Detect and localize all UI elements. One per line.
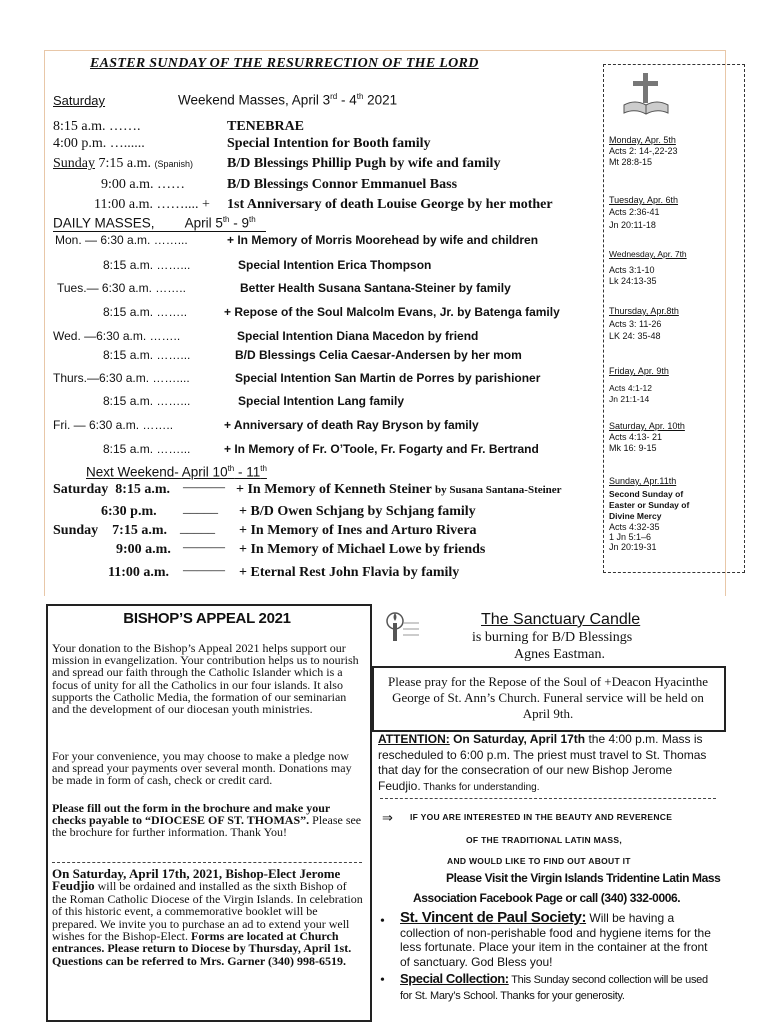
- mass-intention: Special Intention for Booth family: [227, 136, 431, 151]
- reading-ref: Acts 4:13- 21: [609, 432, 663, 442]
- latin-mass-line: OF THE TRADITIONAL LATIN MASS,: [466, 835, 623, 845]
- bullet-icon: •: [380, 973, 385, 988]
- next-mass-intention: + B/D Owen Schjang by Schjang family: [239, 504, 476, 519]
- reading-day: Thursday, Apr.8th: [609, 306, 679, 316]
- reading-ref: Easter or Sunday of: [609, 500, 690, 510]
- reading-ref: Second Sunday of: [609, 489, 684, 499]
- latin-mass-line: AND WOULD LIKE TO FIND OUT ABOUT IT: [447, 856, 631, 866]
- next-mass-intention: + In Memory of Michael Lowe by friends: [239, 542, 486, 557]
- sanctuary-title: The Sanctuary Candle: [481, 611, 641, 628]
- daily-time: 8:15 a.m. ……...: [103, 348, 191, 362]
- next-mass-intention: + In Memory of Kenneth Steiner by Susana Santana-Steiner: [236, 482, 562, 497]
- daily-intention: + In Memory of Fr. O’Toole, Fr. Fogarty and Fr. Bertrand: [224, 442, 539, 456]
- divider: [52, 862, 362, 863]
- daily-intention: Special Intention Diana Macedon by friend: [237, 329, 479, 343]
- latin-mass-line: Please Visit the Virgin Islands Tridentine Latin Mass: [446, 871, 721, 885]
- reading-day: Tuesday, Apr. 6th: [609, 195, 679, 205]
- reading-ref: Acts 2: 14-,22-23: [609, 146, 678, 156]
- next-mass-line: ———: [183, 563, 225, 578]
- next-mass-time: 11:00 a.m.: [108, 565, 170, 580]
- reading-ref: 1 Jn 5:1–6: [609, 532, 652, 542]
- divider: [380, 798, 716, 799]
- reading-day: Friday, Apr. 9th: [609, 366, 669, 376]
- next-mass-time: Sunday 7:15 a.m.: [53, 523, 167, 538]
- page-title: EASTER SUNDAY OF THE RESURRECTION OF THE LORD: [90, 56, 479, 71]
- mass-time: 4:00 p.m. …......: [53, 136, 145, 151]
- next-mass-time: 6:30 p.m.: [101, 504, 157, 519]
- next-mass-time: Saturday 8:15 a.m.: [53, 482, 171, 497]
- reading-ref: Lk 24:13-35: [609, 276, 657, 286]
- mass-intention: 1st Anniversary of death Louise George by her mother: [227, 197, 553, 212]
- appeal-paragraph: Your donation to the Bishop’s Appeal 2021 helps support our mission in evangelization. Your contribution helps us to nourish and spread our faith through the Catholic Islander which is a focus of unity for all the Catholics in our four islands. It also supports the Catholic Media, the formation of our seminarian and the development of our diocesan youth ministries.: [52, 641, 359, 717]
- reading-ref: Acts 2:36-41: [609, 207, 660, 217]
- candle-logo-icon: [385, 609, 421, 649]
- reading-day: Saturday, Apr. 10th: [609, 421, 685, 431]
- sanctuary-line: Agnes Eastman.: [514, 647, 605, 662]
- mass-time: 8:15 a.m. …….: [53, 119, 141, 134]
- daily-intention: + In Memory of Morris Moorehead by wife and children: [227, 233, 539, 247]
- daily-time: Fri. — 6:30 a.m. ……..: [53, 418, 174, 432]
- prayer-request-box: [372, 666, 726, 732]
- daily-time: Tues.— 6:30 a.m. ……..: [57, 281, 186, 295]
- prayer-request-text: Please pray for the Repose of the Soul of +Deacon Hyacinthe George of St. Ann’s Church. Funeral service will be held on April 9th.: [388, 674, 708, 721]
- cross-bible-icon: [620, 71, 672, 119]
- mass-intention: B/D Blessings Phillip Pugh by wife and family: [227, 156, 501, 171]
- reading-ref: Acts 3:1-10: [609, 265, 655, 275]
- daily-time: 8:15 a.m. ……...: [103, 394, 191, 408]
- mass-time: 11:00 a.m. …….... +: [94, 197, 210, 212]
- daily-intention: Special Intention Erica Thompson: [238, 258, 432, 272]
- daily-intention: Special Intention Lang family: [238, 394, 405, 408]
- latin-mass-line: IF YOU ARE INTERESTED IN THE BEAUTY AND REVERENCE: [410, 812, 673, 822]
- svdp-notice: St. Vincent de Paul Society: Will be having a collection of non-perishable food and hygiene items for the less fortunate. Place your item in the container at the front of sanctuary. God Bless you!: [400, 909, 711, 969]
- reading-ref: LK 24: 35-48: [609, 331, 661, 341]
- appeal-paragraph: For your convenience, you may choose to make a pledge now and spread your payments over several month. Donations may be made in form of cash, check or credit card.: [52, 749, 352, 788]
- next-mass-intention: + Eternal Rest John Flavia by family: [239, 565, 460, 580]
- daily-time: 8:15 a.m. ……...: [103, 442, 191, 456]
- weekend-header: Weekend Masses, April 3rd - 4th 2021: [178, 92, 398, 108]
- daily-intention: B/D Blessings Celia Caesar-Andersen by her mom: [235, 348, 522, 362]
- next-mass-intention: + In Memory of Ines and Arturo Rivera: [239, 523, 477, 538]
- reading-ref: Acts 3: 11-26: [609, 319, 662, 329]
- mass-intention: B/D Blessings Connor Emmanuel Bass: [227, 177, 458, 192]
- mass-time: 9:00 a.m. ……: [101, 177, 185, 192]
- daily-masses-header: DAILY MASSES, April 5th - 9th: [53, 215, 266, 232]
- daily-time: Mon. — 6:30 a.m. ……...: [55, 233, 188, 247]
- bishops-appeal-title: BISHOP’S APPEAL 2021: [123, 610, 291, 627]
- reading-ref: Mk 16: 9-15: [609, 443, 657, 453]
- reading-ref: Acts 4:32-35: [609, 522, 660, 532]
- next-mass-line: ———: [183, 540, 225, 555]
- daily-time: Wed. —6:30 a.m. ……..: [53, 329, 181, 343]
- readings-panel: [603, 64, 745, 573]
- appeal-instructions: Please fill out the form in the brochure and make your checks payable to “DIOCESE OF ST. THOMAS”. Please see the brochure for further information. Thank You!: [52, 801, 362, 840]
- reading-ref: Mt 28:8-15: [609, 157, 653, 167]
- attention-notice: ATTENTION: On Saturday, April 17th the 4:00 p.m. Mass is rescheduled to 6:00 p.m. The priest must travel to St. Thomas that day for the consecration of our new Bishop Jerome Feudjio. Thanks for understanding.: [378, 732, 707, 793]
- reading-ref: Jn 21:1-14: [609, 394, 650, 404]
- reading-ref: Jn 20:19-31: [609, 542, 657, 552]
- reading-ref: Acts 4:1-12: [609, 383, 652, 393]
- ordination-notice: On Saturday, April 17th, 2021, Bishop-Elect Jerome Feudjio will be ordained and installed as the sixth Bishop of the Roman Catholic Diocese of the Virgin Islands. In celebration of this historic event, a commemorative booklet will be prepared. We invite you to purchase an ad to extend your well wishes for the Bishop-Elect. Forms are located at Church entrances. Please return to Diocese by Thursday, April 1st. Questions can be referred to Mrs. Garner (340) 998-6519.: [52, 866, 363, 968]
- reading-day: Monday, Apr. 5th: [609, 135, 676, 145]
- mass-time: Sunday 7:15 a.m. (Spanish): [53, 156, 194, 171]
- sanctuary-line: is burning for B/D Blessings: [472, 630, 633, 645]
- daily-intention: + Repose of the Soul Malcolm Evans, Jr. by Batenga family: [224, 305, 560, 319]
- latin-mass-line: Association Facebook Page or call (340) 332-0006.: [413, 891, 681, 905]
- reading-ref: Divine Mercy: [609, 511, 662, 521]
- reading-day: Wednesday, Apr. 7th: [609, 249, 687, 259]
- daily-time: 8:15 a.m. ……...: [103, 258, 191, 272]
- special-collection-notice: Special Collection: This Sunday second collection will be used for St. Mary’s School. Thanks for your generosity.: [400, 971, 708, 1002]
- bullet-icon: •: [380, 914, 385, 929]
- mass-intention: TENEBRAE: [227, 119, 305, 134]
- daily-intention: Better Health Susana Santana-Steiner by family: [240, 281, 511, 295]
- reading-day: Sunday, Apr.11th: [609, 476, 677, 486]
- reading-ref: Jn 20:11-18: [609, 220, 656, 230]
- arrow-icon: ⇒: [382, 810, 393, 825]
- daily-time: Thurs.—6:30 a.m. ……....: [53, 371, 190, 385]
- daily-time: 8:15 a.m. ……..: [103, 305, 188, 319]
- next-mass-time: 9:00 a.m.: [116, 542, 171, 557]
- daily-intention: + Anniversary of death Ray Bryson by family: [224, 418, 479, 432]
- next-mass-line: _____: [180, 521, 215, 536]
- next-weekend-header: Next Weekend- April 10th - 11th: [86, 464, 267, 480]
- next-mass-line: _____: [183, 501, 218, 516]
- daily-intention: Special Intention San Martin de Porres by parishioner: [235, 371, 541, 385]
- saturday-label: Saturday: [53, 93, 106, 108]
- next-mass-line: ———: [183, 480, 225, 495]
- bishops-appeal-box: [46, 604, 372, 1022]
